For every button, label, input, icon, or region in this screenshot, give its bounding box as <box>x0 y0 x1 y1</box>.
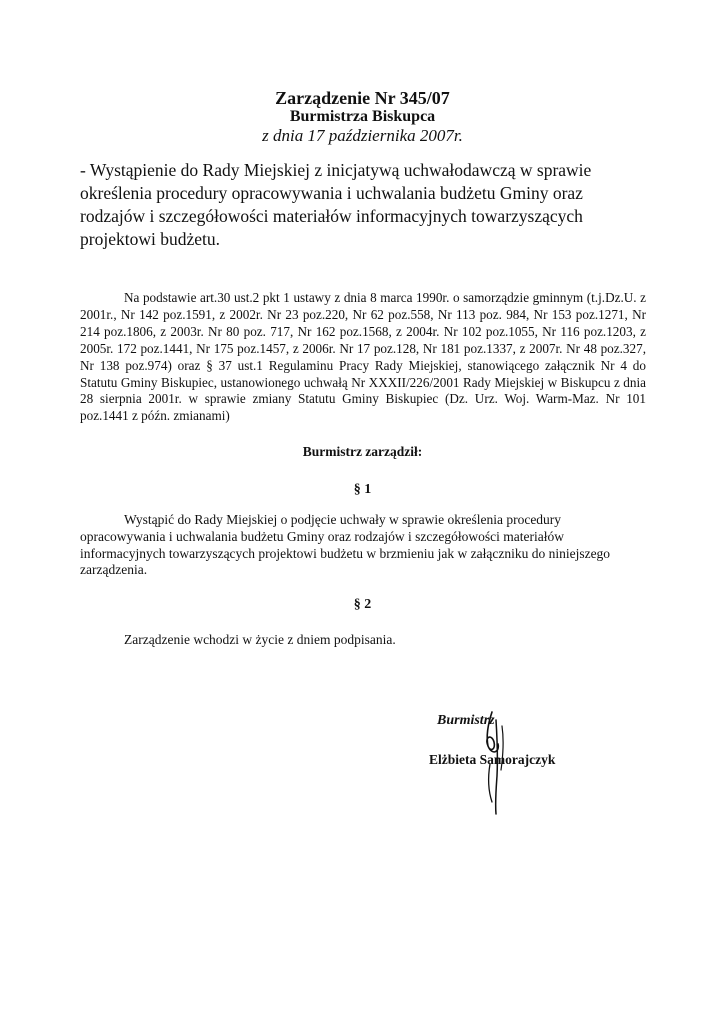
signature-name: Elżbieta Samorajczyk <box>429 752 556 767</box>
section-1-mark: § 1 <box>353 482 372 497</box>
handwritten-signature <box>466 706 526 818</box>
document-subject: - Wystąpienie do Rady Miejskiej z inicjatywą uchwałodawczą w sprawie określenia procedury opracowywania i uchwalania budżetu Gminy oraz rodzajów i szczegółowości materiałów informacyjnych towarzyszących projektowi budżetu. <box>80 160 592 249</box>
document-issuer: Burmistrza Biskupca <box>289 108 436 125</box>
document-date: z dnia 17 października 2007r. <box>262 126 463 145</box>
signature-title: Burmistrz <box>437 713 495 728</box>
decree-heading: Burmistrz zarządził: <box>302 444 423 459</box>
section-1-text: Wystąpić do Rady Miejskiej o podjęcie uchwały w sprawie określenia procedury opracowywania i uchwalania budżetu Gminy oraz rodzajów i szczegółowości materiałów informacyjnych towarzyszących projektowi budżetu w brzmieniu jak w załączniku do niniejszego zarządzenia. <box>80 512 611 578</box>
section-2-text: Zarządzenie wchodzi w życie z dniem podpisania. <box>124 632 396 647</box>
legal-basis-paragraph: Na podstawie art.30 ust.2 pkt 1 ustawy z dnia 8 marca 1990r. o samorządzie gminnym (t.j.Dz.U. z 2001r., Nr 142 poz.1591, z 2002r. Nr 23 poz.220, Nr 62 poz.558, Nr 113 poz. 984, Nr 153 poz.1271, Nr 214 poz.1806, z 2003r. Nr 80 poz. 717, Nr 162 poz.1568, z 2004r. Nr 102 poz.1055, Nr 116 poz.1203, z 2005r. 172 poz.1441, Nr 175 poz.1457, z 2006r. Nr 17 poz.128, Nr 181 poz.1337, z 2007r. Nr 48 poz.327, Nr 138 poz.974) oraz § 37 ust.1 Regulaminu Pracy Rady Miejskiej, stanowiącego załącznik Nr 4 do Statutu Gminy Biskupiec, ustanowionego uchwałą Nr XXXII/226/2001 Rady Miejskiej w Biskupcu z dnia 28 sierpnia 2001r. w sprawie zmiany Statutu Gminy Biskupiec (Dz. Urz. Woj. Warm-Maz. Nr 101 poz.1441 z późn. zmianami) <box>80 290 646 424</box>
document-title: Zarządzenie Nr 345/07 <box>275 88 450 108</box>
section-2-mark: § 2 <box>353 597 372 612</box>
